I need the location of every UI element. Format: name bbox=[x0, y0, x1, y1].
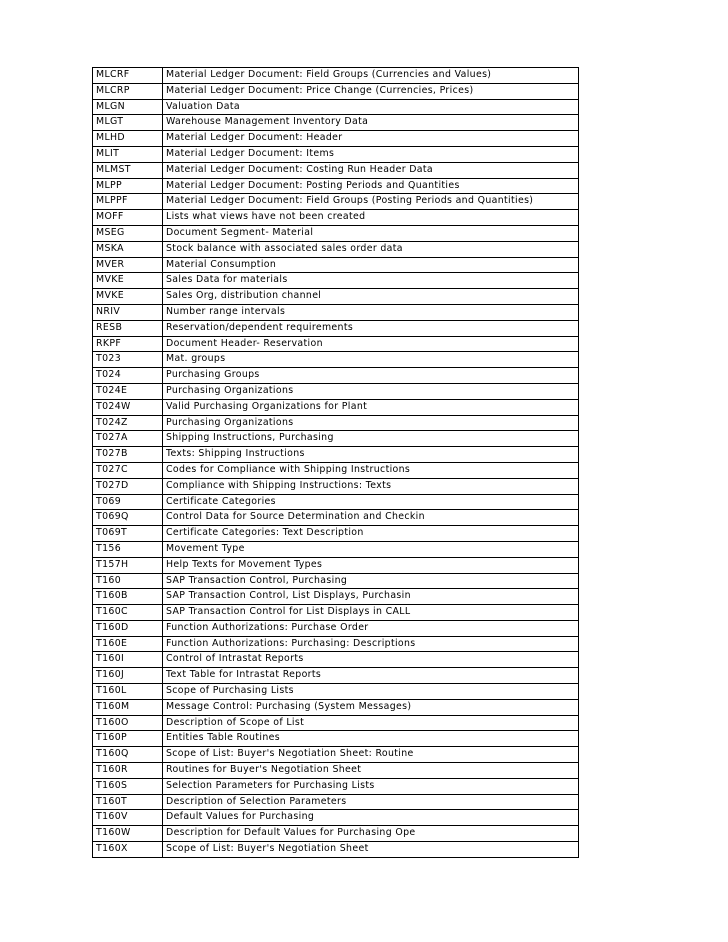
table-code-cell: T160P bbox=[93, 731, 163, 747]
table-code-cell: NRIV bbox=[93, 304, 163, 320]
table-code-cell: MLHD bbox=[93, 131, 163, 147]
table-row bbox=[93, 557, 579, 573]
table-code-cell: MLCRP bbox=[93, 83, 163, 99]
table-row bbox=[93, 652, 579, 668]
table-code-cell: T160I bbox=[93, 652, 163, 668]
table-description-cell: Material Ledger Document: Items bbox=[163, 146, 579, 162]
table-row bbox=[93, 162, 579, 178]
table-code-cell: T160B bbox=[93, 589, 163, 605]
table-row bbox=[93, 573, 579, 589]
table-row bbox=[93, 447, 579, 463]
table-code-cell: T156 bbox=[93, 541, 163, 557]
table-code-cell: T024Z bbox=[93, 415, 163, 431]
table-row bbox=[93, 368, 579, 384]
table-code-cell: MLCRF bbox=[93, 68, 163, 84]
table-code-cell: T027A bbox=[93, 431, 163, 447]
table-code-cell: T160V bbox=[93, 810, 163, 826]
table-description-cell: Control of Intrastat Reports bbox=[163, 652, 579, 668]
table-row bbox=[93, 320, 579, 336]
table-row bbox=[93, 747, 579, 763]
table-description-cell: SAP Transaction Control, Purchasing bbox=[163, 573, 579, 589]
table-code-cell: MSEG bbox=[93, 225, 163, 241]
table-row bbox=[93, 336, 579, 352]
table-description-cell: Entities Table Routines bbox=[163, 731, 579, 747]
table-row bbox=[93, 383, 579, 399]
table-code-cell: MLIT bbox=[93, 146, 163, 162]
table-code-cell: MOFF bbox=[93, 210, 163, 226]
table-code-cell: T027D bbox=[93, 478, 163, 494]
table-description-cell: SAP Transaction Control for List Displays in CALL bbox=[163, 605, 579, 621]
table-description-cell: Warehouse Management Inventory Data bbox=[163, 115, 579, 131]
table-code-cell: MVKE bbox=[93, 289, 163, 305]
table-code-cell: T027B bbox=[93, 447, 163, 463]
table-description-cell: Sales Data for materials bbox=[163, 273, 579, 289]
table-code-cell: T160T bbox=[93, 794, 163, 810]
table-description-cell: Valid Purchasing Organizations for Plant bbox=[163, 399, 579, 415]
table-description-cell: Valuation Data bbox=[163, 99, 579, 115]
table-description-cell: Control Data for Source Determination and Checkin bbox=[163, 510, 579, 526]
table-row bbox=[93, 210, 579, 226]
table-row bbox=[93, 241, 579, 257]
table-code-cell: MLGT bbox=[93, 115, 163, 131]
table-row bbox=[93, 526, 579, 542]
table-code-cell: T160S bbox=[93, 778, 163, 794]
table-row bbox=[93, 289, 579, 305]
table-row bbox=[93, 620, 579, 636]
table-row bbox=[93, 731, 579, 747]
table-row bbox=[93, 304, 579, 320]
table-row bbox=[93, 178, 579, 194]
table-row bbox=[93, 605, 579, 621]
table-description-cell: Purchasing Organizations bbox=[163, 415, 579, 431]
table-row bbox=[93, 826, 579, 842]
table-description-cell: Routines for Buyer's Negotiation Sheet bbox=[163, 763, 579, 779]
table-row bbox=[93, 510, 579, 526]
table-row bbox=[93, 257, 579, 273]
table-description-cell: Default Values for Purchasing bbox=[163, 810, 579, 826]
table-description-cell: Certificate Categories: Text Description bbox=[163, 526, 579, 542]
table-row bbox=[93, 68, 579, 84]
table-code-cell: MLPPF bbox=[93, 194, 163, 210]
table-description-cell: Material Consumption bbox=[163, 257, 579, 273]
table-row bbox=[93, 668, 579, 684]
table-description-cell: Codes for Compliance with Shipping Instructions bbox=[163, 462, 579, 478]
table-code-cell: MSKA bbox=[93, 241, 163, 257]
table-code-cell: T160 bbox=[93, 573, 163, 589]
table-description-cell: Function Authorizations: Purchase Order bbox=[163, 620, 579, 636]
table-row bbox=[93, 83, 579, 99]
table-code-cell: T024E bbox=[93, 383, 163, 399]
table-description-cell: Document Header- Reservation bbox=[163, 336, 579, 352]
table-row bbox=[93, 462, 579, 478]
table-code-cell: MVER bbox=[93, 257, 163, 273]
table-code-cell: MLMST bbox=[93, 162, 163, 178]
table-code-cell: T023 bbox=[93, 352, 163, 368]
table-row bbox=[93, 146, 579, 162]
table-code-cell: MLPP bbox=[93, 178, 163, 194]
table-code-cell: T160X bbox=[93, 842, 163, 858]
table-description-cell: Movement Type bbox=[163, 541, 579, 557]
table-row bbox=[93, 352, 579, 368]
table-description-cell: Material Ledger Document: Posting Periods and Quantities bbox=[163, 178, 579, 194]
table-code-cell: T027C bbox=[93, 462, 163, 478]
table-description-cell: Scope of Purchasing Lists bbox=[163, 684, 579, 700]
table-row bbox=[93, 589, 579, 605]
table-row bbox=[93, 115, 579, 131]
table-description-cell: Message Control: Purchasing (System Messages) bbox=[163, 699, 579, 715]
table-code-cell: T069Q bbox=[93, 510, 163, 526]
table-code-cell: T160D bbox=[93, 620, 163, 636]
table-description-cell: Material Ledger Document: Field Groups (Currencies and Values) bbox=[163, 68, 579, 84]
table-description-cell: Stock balance with associated sales order data bbox=[163, 241, 579, 257]
table-code-cell: RKPF bbox=[93, 336, 163, 352]
table-code-cell: T160C bbox=[93, 605, 163, 621]
table-row bbox=[93, 778, 579, 794]
table-code-cell: T160J bbox=[93, 668, 163, 684]
table-description-cell: Purchasing Organizations bbox=[163, 383, 579, 399]
sap-table-list bbox=[92, 67, 579, 858]
table-row bbox=[93, 794, 579, 810]
table-description-cell: Lists what views have not been created bbox=[163, 210, 579, 226]
table-code-cell: T160L bbox=[93, 684, 163, 700]
table-code-cell: T160R bbox=[93, 763, 163, 779]
table-description-cell: Shipping Instructions, Purchasing bbox=[163, 431, 579, 447]
table-description-cell: Certificate Categories bbox=[163, 494, 579, 510]
table-description-cell: Material Ledger Document: Header bbox=[163, 131, 579, 147]
table-description-cell: Purchasing Groups bbox=[163, 368, 579, 384]
table-code-cell: T069T bbox=[93, 526, 163, 542]
table-row bbox=[93, 715, 579, 731]
table-code-cell: MLGN bbox=[93, 99, 163, 115]
table-description-cell: Text Table for Intrastat Reports bbox=[163, 668, 579, 684]
table-description-cell: Reservation/dependent requirements bbox=[163, 320, 579, 336]
table-code-cell: T024W bbox=[93, 399, 163, 415]
table-code-cell: T069 bbox=[93, 494, 163, 510]
table-code-cell: MVKE bbox=[93, 273, 163, 289]
table-code-cell: T160E bbox=[93, 636, 163, 652]
table-description-cell: Scope of List: Buyer's Negotiation Sheet bbox=[163, 842, 579, 858]
table-description-cell: Description for Default Values for Purchasing Ope bbox=[163, 826, 579, 842]
table-row bbox=[93, 478, 579, 494]
table-description-cell: Sales Org, distribution channel bbox=[163, 289, 579, 305]
table-description-cell: Description of Scope of List bbox=[163, 715, 579, 731]
table-description-cell: Material Ledger Document: Costing Run Header Data bbox=[163, 162, 579, 178]
table-row bbox=[93, 494, 579, 510]
table-code-cell: T160Q bbox=[93, 747, 163, 763]
table-row bbox=[93, 225, 579, 241]
table-row bbox=[93, 684, 579, 700]
table-description-cell: Help Texts for Movement Types bbox=[163, 557, 579, 573]
table-description-cell: Mat. groups bbox=[163, 352, 579, 368]
table-description-cell: Material Ledger Document: Price Change (Currencies, Prices) bbox=[163, 83, 579, 99]
table-row bbox=[93, 99, 579, 115]
table-description-cell: Compliance with Shipping Instructions: Texts bbox=[163, 478, 579, 494]
table-row bbox=[93, 763, 579, 779]
table-row bbox=[93, 194, 579, 210]
table-code-cell: RESB bbox=[93, 320, 163, 336]
table-row bbox=[93, 810, 579, 826]
table-description-cell: Selection Parameters for Purchasing Lists bbox=[163, 778, 579, 794]
table-description-cell: Number range intervals bbox=[163, 304, 579, 320]
table-description-cell: Description of Selection Parameters bbox=[163, 794, 579, 810]
table-row bbox=[93, 131, 579, 147]
table-description-cell: Document Segment- Material bbox=[163, 225, 579, 241]
table-code-cell: T024 bbox=[93, 368, 163, 384]
table-code-cell: T160M bbox=[93, 699, 163, 715]
table-row bbox=[93, 699, 579, 715]
table-code-cell: T160W bbox=[93, 826, 163, 842]
table-code-cell: T160O bbox=[93, 715, 163, 731]
table-row bbox=[93, 541, 579, 557]
table-description-cell: Texts: Shipping Instructions bbox=[163, 447, 579, 463]
table-row bbox=[93, 399, 579, 415]
table-description-cell: SAP Transaction Control, List Displays, Purchasin bbox=[163, 589, 579, 605]
table-code-cell: T157H bbox=[93, 557, 163, 573]
table-description-cell: Function Authorizations: Purchasing: Descriptions bbox=[163, 636, 579, 652]
table-row bbox=[93, 431, 579, 447]
table-row bbox=[93, 842, 579, 858]
table-description-cell: Scope of List: Buyer's Negotiation Sheet: Routine bbox=[163, 747, 579, 763]
table-row bbox=[93, 415, 579, 431]
table-body bbox=[93, 68, 579, 858]
table-description-cell: Material Ledger Document: Field Groups (Posting Periods and Quantities) bbox=[163, 194, 579, 210]
table-row bbox=[93, 273, 579, 289]
table-row bbox=[93, 636, 579, 652]
